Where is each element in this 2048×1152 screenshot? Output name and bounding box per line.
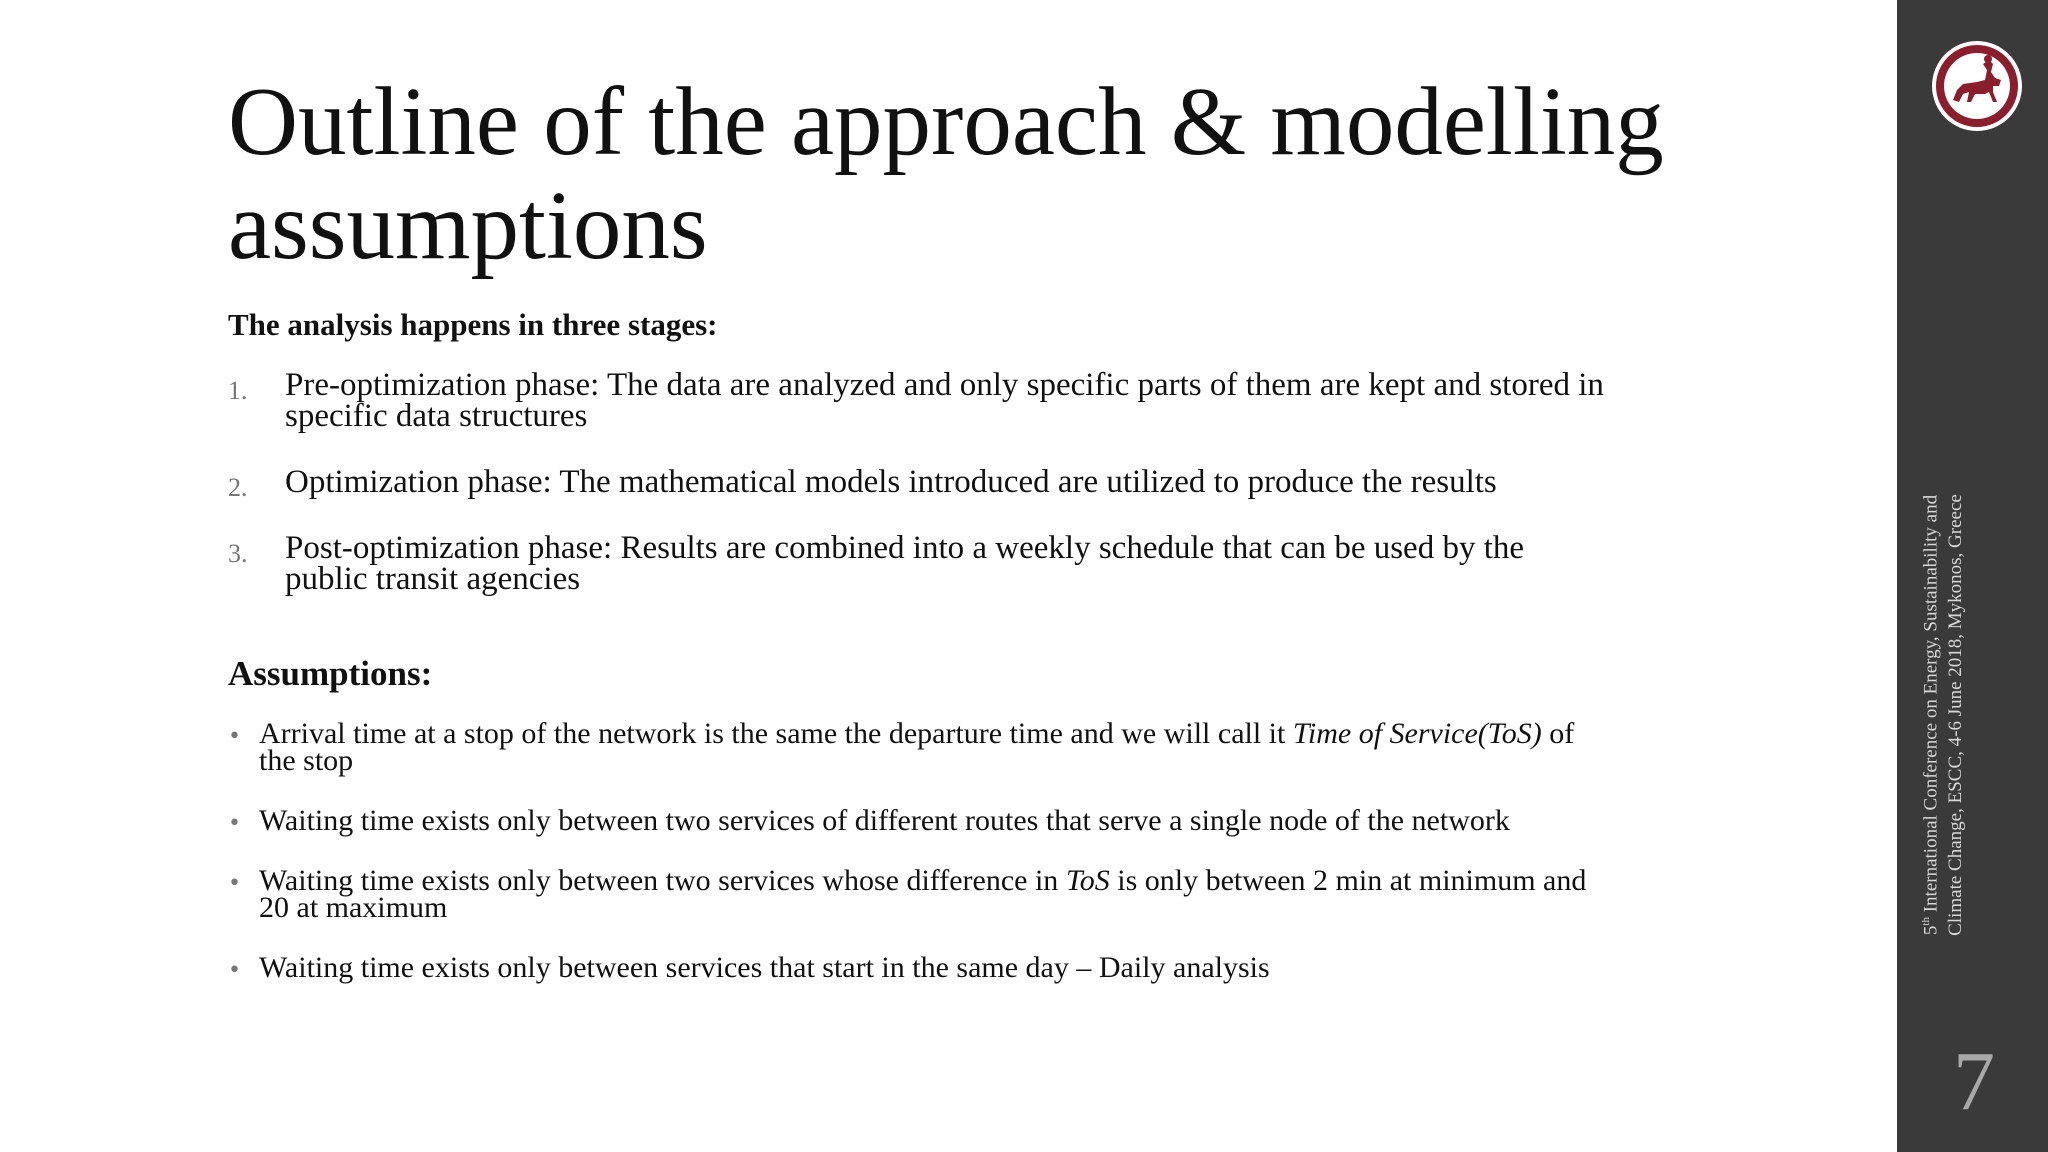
- list-item: [228, 951, 1608, 984]
- bullet-icon: •: [228, 958, 241, 983]
- stage-text: Optimization phase: The mathematical models introduced are utilized to produce the results: [285, 464, 1497, 500]
- list-item: [228, 717, 1608, 777]
- assumption-text: [259, 804, 1608, 837]
- assumption-text: [259, 951, 1608, 984]
- conference-line-2: Climate Change, ESCC, 4-6 June 2018, Mykonos, Greece: [1945, 494, 1967, 936]
- slide-title: Outline of the approach & modelling assumptions: [228, 68, 1664, 279]
- assumptions-heading: Assumptions:: [228, 654, 433, 693]
- stages-heading: The analysis happens in three stages:: [228, 307, 718, 342]
- list-item: [228, 864, 1608, 924]
- assumption-text-part: of the stop: [259, 717, 1575, 777]
- centaur-seal-icon: [1931, 40, 2023, 132]
- assumption-text-part: Waiting time exists only between two services of different routes that serve a single node of the network: [259, 804, 1510, 837]
- conference-info: [1914, 435, 1984, 995]
- list-number: 1.: [228, 376, 248, 405]
- list-item: [228, 464, 1608, 502]
- assumption-text-part: is only between 2 min at minimum and 20 at maximum: [259, 864, 1587, 924]
- bullet-icon: •: [228, 724, 241, 749]
- bullet-icon: •: [228, 871, 241, 896]
- list-item: [228, 367, 1608, 434]
- stages-list: [228, 367, 1608, 630]
- list-item: [228, 804, 1608, 837]
- assumption-text-part: Waiting time exists only between services that start in the same day – Daily analysis: [259, 951, 1270, 984]
- assumption-text: [259, 717, 1608, 777]
- stage-text: Pre-optimization phase: The data are analyzed and only specific parts of them are kept and stored in specific data structures: [285, 367, 1604, 434]
- page-number: 7: [1953, 1035, 1995, 1128]
- assumption-text-part: Waiting time exists only between two services whose difference in: [259, 864, 1066, 897]
- assumptions-list: [228, 717, 1608, 1014]
- bullet-icon: •: [228, 811, 241, 836]
- assumption-italic-term: ToS: [1065, 864, 1110, 897]
- list-item: [228, 530, 1608, 597]
- assumption-text-part: Arrival time at a stop of the network is the same the departure time and we will call it: [259, 717, 1293, 750]
- assumption-text: [259, 864, 1608, 924]
- stage-text: Post-optimization phase: Results are combined into a weekly schedule that can be used by the public transit agencies: [285, 530, 1525, 597]
- conference-line-1: 5th International Conference on Energy, Sustainability and: [1920, 494, 1942, 936]
- assumption-italic-term: Time of Service(ToS): [1292, 717, 1542, 750]
- list-number: 3.: [228, 539, 248, 568]
- list-number: 2.: [228, 473, 248, 502]
